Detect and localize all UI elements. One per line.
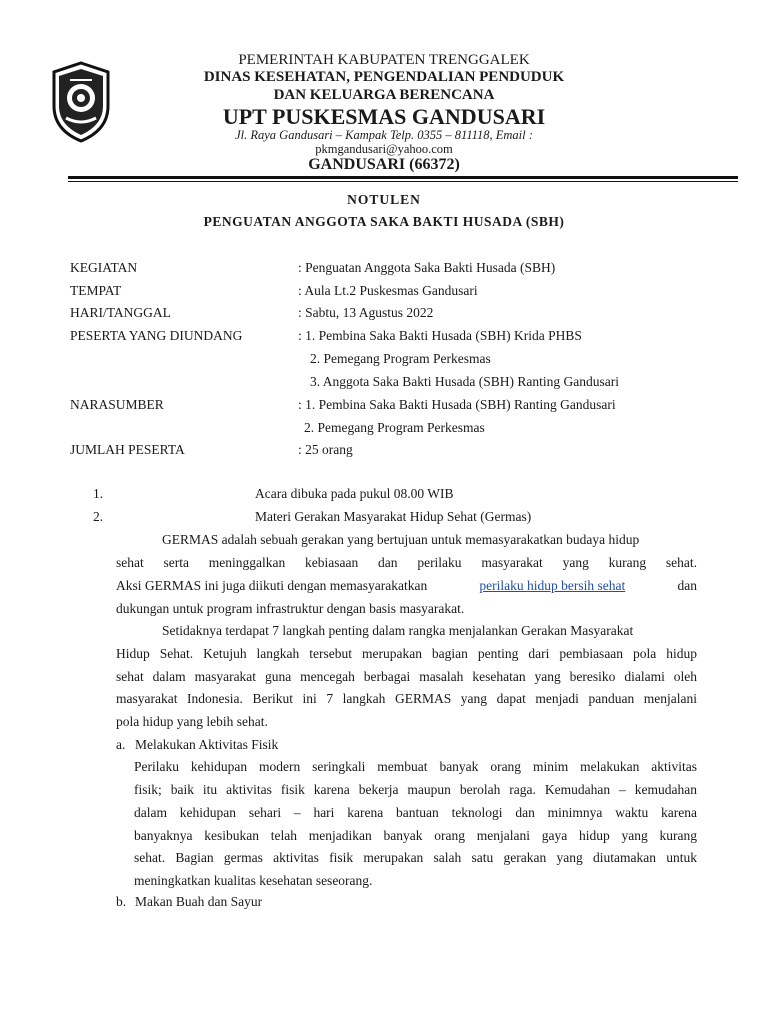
paragraph-line: Setidaknya terdapat 7 langkah penting dalam rangka menjalankan Gerakan Masyarakat xyxy=(162,623,634,638)
kegiatan-label: KEGIATAN xyxy=(70,260,138,275)
letterhead-department: DINAS KESEHATAN, PENGENDALIAN PENDUDUK xyxy=(203,69,565,85)
phbs-link[interactable]: perilaku hidup bersih sehat xyxy=(479,578,626,593)
letterhead-city: GANDUSARI (66372) xyxy=(308,156,460,173)
narasumber-label: NARASUMBER xyxy=(70,397,164,412)
paragraph-line: masyarakat Indonesia. Berikut ini 7 langkah GERMAS yang dapat menjadi panduan menjalani xyxy=(116,691,697,706)
tanggal-label: HARI/TANGGAL xyxy=(70,305,171,320)
paragraph-line: fisik; baik itu aktivitas fisik karena bekerja maupun berolah raga. Kemudahan – kemudahan xyxy=(134,782,697,797)
subsection-b-label: b. xyxy=(116,894,127,909)
paragraph-text: dan xyxy=(677,578,697,593)
paragraph-line: dukungan untuk program infrastruktur dengan basis masyarakat. xyxy=(116,601,465,616)
agenda-item-1: Acara dibuka pada pukul 08.00 WIB xyxy=(255,486,454,501)
letterhead-department-cont: DAN KELUARGA BERENCANA xyxy=(273,87,495,103)
paragraph-line: sehat serta meninggalkan kebiasaan dan perilaku masyarakat yang kurang sehat. xyxy=(116,555,697,570)
jumlah-label: JUMLAH PESERTA xyxy=(70,442,185,457)
jumlah-value: : 25 orang xyxy=(298,442,353,457)
subsection-b-title: Makan Buah dan Sayur xyxy=(135,894,263,909)
tempat-label: TEMPAT xyxy=(70,283,122,298)
paragraph-line-with-link xyxy=(116,578,697,594)
letterhead-address: Jl. Raya Gandusari – Kampak Telp. 0355 – 811118, Email : xyxy=(235,128,533,142)
letterhead-divider xyxy=(68,176,738,179)
tanggal-value: : Sabtu, 13 Agustus 2022 xyxy=(298,305,434,320)
document-title: NOTULEN xyxy=(347,192,421,207)
paragraph-line: Hidup Sehat. Ketujuh langkah tersebut merupakan bagian penting dari pembiasaan pola hidup xyxy=(116,646,697,661)
agenda-number-1: 1. xyxy=(93,486,104,501)
agenda-number-2: 2. xyxy=(93,509,104,524)
document-subtitle: PENGUATAN ANGGOTA SAKA BAKTI HUSADA (SBH) xyxy=(203,214,565,229)
letterhead-email: pkmgandusari@yahoo.com xyxy=(315,142,453,156)
peserta-item-3: 3. Anggota Saka Bakti Husada (SBH) Ranting Gandusari xyxy=(310,374,619,389)
peserta-item-1: : 1. Pembina Saka Bakti Husada (SBH) Krida PHBS xyxy=(298,328,582,343)
letterhead-organization: UPT PUSKESMAS GANDUSARI xyxy=(222,104,546,129)
paragraph-line: GERMAS adalah sebuah gerakan yang bertujuan untuk memasyarakatkan budaya hidup xyxy=(162,532,640,547)
letterhead-divider-thin xyxy=(68,181,738,182)
paragraph-line: banyaknya kesibukan telah menjadikan banyak orang menjalani gaya hidup yang kurang xyxy=(134,828,697,843)
paragraph-line: dalam kehidupan sehari – hari karena bantuan teknologi dan minimnya waktu karena xyxy=(134,805,697,820)
narasumber-item-1: : 1. Pembina Saka Bakti Husada (SBH) Ranting Gandusari xyxy=(298,397,616,412)
subsection-a-title: Melakukan Aktivitas Fisik xyxy=(135,737,279,752)
narasumber-item-2: 2. Pemegang Program Perkesmas xyxy=(304,420,485,435)
paragraph-text: Aksi GERMAS ini juga diikuti dengan memasyarakatkan xyxy=(116,578,428,593)
peserta-item-2: 2. Pemegang Program Perkesmas xyxy=(310,351,491,366)
paragraph-line: pola hidup yang lebih sehat. xyxy=(116,714,268,729)
tempat-value: : Aula Lt.2 Puskesmas Gandusari xyxy=(298,283,478,298)
paragraph-line: Perilaku kehidupan modern seringkali membuat banyak orang minim melakukan aktivitas xyxy=(134,759,697,774)
paragraph-line: meningkatkan kualitas kesehatan seseorang. xyxy=(134,873,373,888)
paragraph-line: sehat dalam masyarakat guna mencegah berbagai masalah kesehatan yang beresiko dialami oleh xyxy=(116,669,697,684)
agenda-item-2: Materi Gerakan Masyarakat Hidup Sehat (Germas) xyxy=(255,509,532,524)
letterhead-government: PEMERINTAH KABUPATEN TRENGGALEK xyxy=(238,52,530,68)
peserta-label: PESERTA YANG DIUNDANG xyxy=(70,328,243,343)
subsection-a-label: a. xyxy=(116,737,126,752)
kegiatan-value: : Penguatan Anggota Saka Bakti Husada (SBH) xyxy=(298,260,556,275)
paragraph-line: sehat. Bagian germas aktivitas fisik merupakan salah satu gerakan yang diutamakan untuk xyxy=(134,850,697,865)
